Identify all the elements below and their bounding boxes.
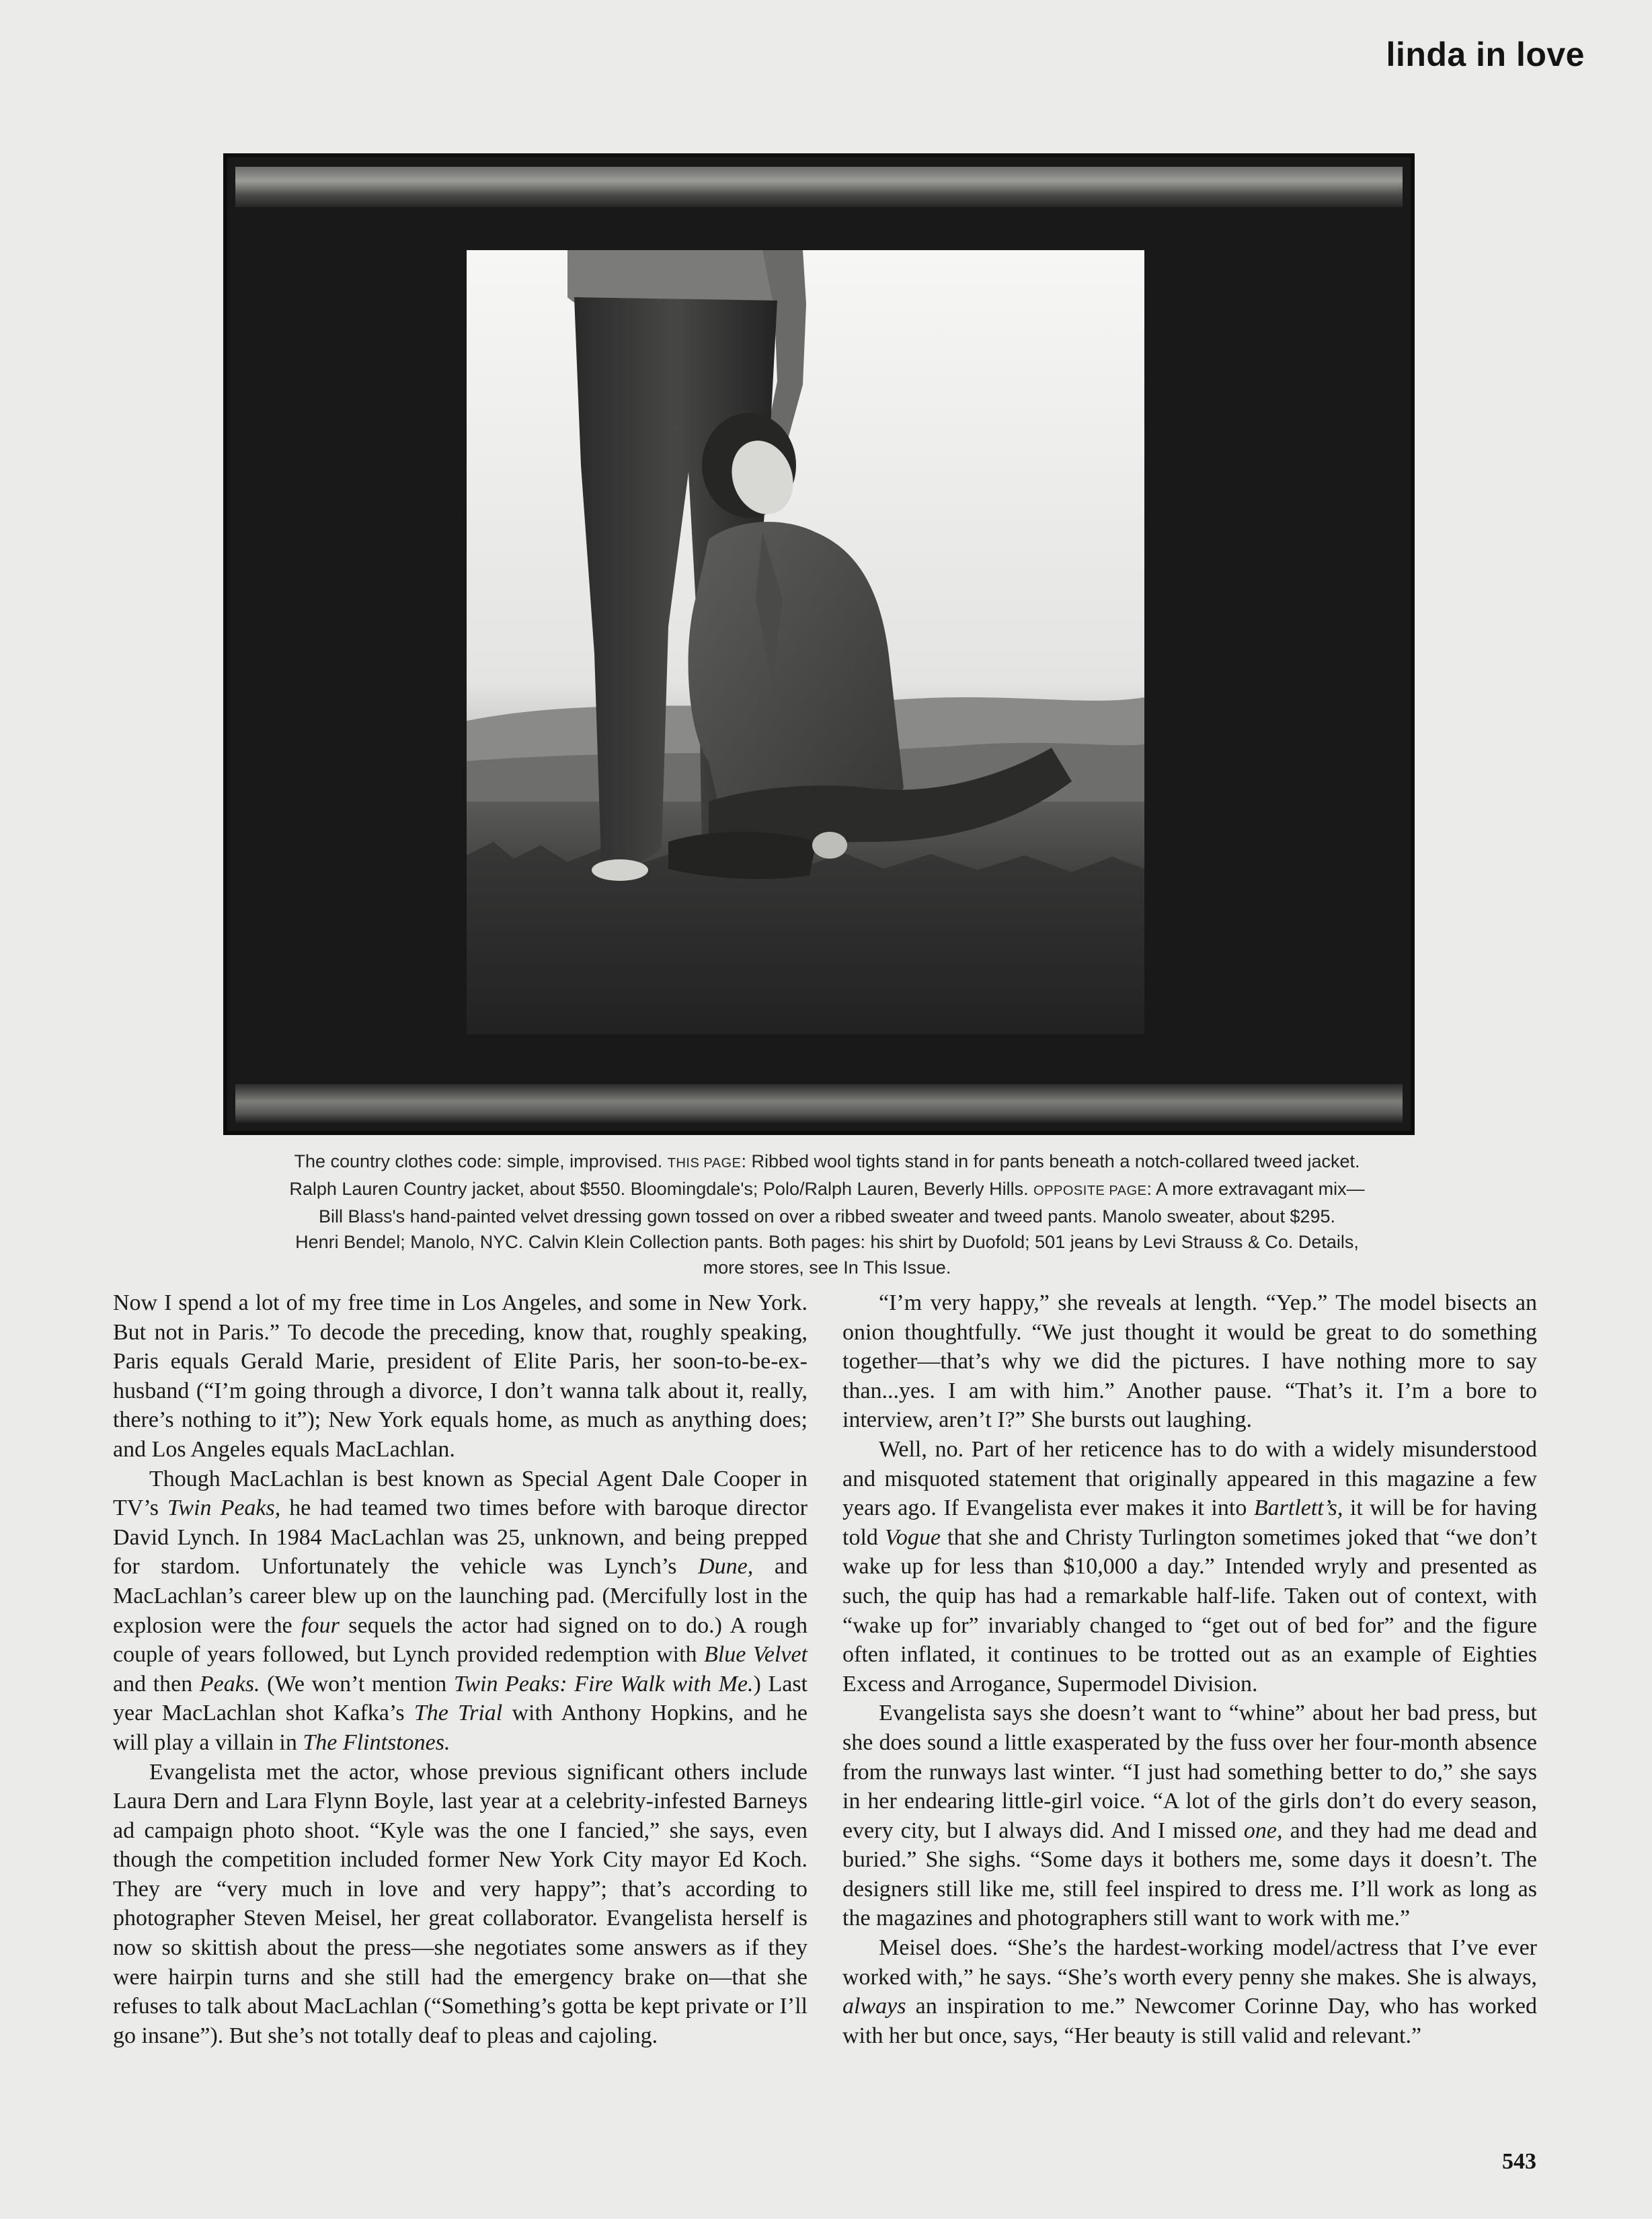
- photo-image: [467, 250, 1144, 1034]
- caption-text: Ralph Lauren Country jacket, about $550. Bloomingdale's; Polo/Ralph Lauren, Beverly Hills.: [289, 1179, 1034, 1199]
- italic-emphasis: always: [842, 1994, 906, 2019]
- caption-page-label: OPPOSITE PAGE: [1033, 1183, 1147, 1198]
- italic-title: The Flintstones.: [303, 1729, 450, 1755]
- italic-title: Blue Velvet: [704, 1642, 808, 1668]
- paragraph-text: ) Last year MacLachlan shot Kafka’s: [113, 1671, 808, 1726]
- paragraph-text: and they had me dead and buried.” She sighs. “Some days it bothers me, some days it doesn’t. The designers still like me, still feel inspired to dress me. I’ll work as long as the magazines and photographers still want to work with me.”: [842, 1818, 1538, 1931]
- paragraph-text: Evangelista says she doesn’t want to “whine” about her bad press, but she does sound a little exasperated by the fuss over her four-month absence from the runways last winter. “I just had something better to do,” she says in her endearing little-girl voice. “A lot of the girls don’t do every season, every city, but I always did. And I missed: [842, 1701, 1537, 1843]
- caption-text: more stores, see In This Issue.: [703, 1257, 951, 1278]
- article-paragraph: [842, 1699, 1537, 1933]
- caption-page-label: THIS PAGE: [667, 1156, 742, 1171]
- paragraph-text: sequels the actor had signed on to do.) A rough couple of years followed, but Lynch provided redemption with: [113, 1612, 808, 1668]
- article-paragraph: “I’m very happy,” she reveals at length. “Yep.” The model bisects an onion thoughtfully. “We just thought it would be great to do something together—that’s why we did the pictures. I have nothing more to say than...yes. I am with him.” Another pause. “That’s it. I’m a bore to interview, aren’t I?” She bursts out laughing.: [842, 1290, 1537, 1433]
- caption-text: : Ribbed wool tights stand in for pants beneath a notch-collared tweed jacket.: [741, 1151, 1360, 1171]
- film-edge-bottom: [235, 1084, 1403, 1123]
- section-title: linda in love: [1386, 36, 1585, 73]
- article-paragraph: Now I spend a lot of my free time in Los Angeles, and some in New York. But not in Paris.” To decode the preceding, know that, roughly speaking, Paris equals Gerald Marie, president of Elite Paris, her soon-to-be-ex-husband (“I’m going through a divorce, I don’t wanna talk about it, really, there’s nothing to it”); New York equals home, as much as anything does; and Los Angeles equals MacLachlan.: [113, 1290, 808, 1462]
- italic-title: Vogue: [884, 1524, 941, 1550]
- italic-title: Dune,: [698, 1554, 754, 1580]
- article-column-left: [113, 1288, 808, 2050]
- paragraph-text: an inspiration to me.” Newcomer Corinne Day, who has worked with her but once, says, “Her beauty is still valid and relevant.”: [842, 1994, 1537, 2048]
- article-paragraph: [113, 1465, 808, 1758]
- italic-emphasis: four: [301, 1612, 340, 1638]
- italic-title: Bartlett’s,: [1253, 1495, 1343, 1521]
- paragraph-text: Meisel does. “She’s the hardest-working model/actress that I’ve ever worked with,” he says. “She’s worth every penny she makes. She is always,: [842, 1935, 1537, 1990]
- article-paragraph: [842, 1435, 1537, 1699]
- paragraph-text: that she and Christy Turlington sometimes joked that “we don’t wake up for less than $10,000 a day.” Intended wryly and presented as such, the quip has had a remarkable half-life. Taken out of context, with “wake up for” invariably changed to “get out of bed for” and the figure often inflated, it continues to be trotted out as an example of Eighties Excess and Arrogance, Supermodel Division.: [842, 1524, 1537, 1697]
- caption-text: Henri Bendel; Manolo, NYC. Calvin Klein Collection pants. Both pages: his shirt by Duofold; 501 jeans by Levi Strauss & Co. Details,: [295, 1232, 1359, 1252]
- photo-caption: [188, 1149, 1466, 1280]
- caption-text: Bill Blass's hand-painted velvet dressing gown tossed on over a ribbed sweater and tweed pants. Manolo sweater, about $295.: [318, 1206, 1336, 1227]
- paragraph-text: Well, no. Part of her reticence has to do with a widely misunderstood and misquoted statement that originally appeared in this magazine a few years ago. If Evangelista ever makes it into: [842, 1436, 1537, 1521]
- article-paragraph: Evangelista met the actor, whose previous significant others include Laura Dern and Lara Flynn Boyle, last year at a celebrity-infested Barneys ad campaign photo shoot. “Kyle was the one I fancied,” she says, even though the competition included former New York City mayor Ed Koch. They are “very much in love and very happy”; that’s according to photographer Steven Meisel, her great collaborator. Evangelista herself is now so skittish about the press—she negotiates some answers as if they were hairpin turns and she still had the emergency brake on—that she refuses to talk about MacLachlan (“Something’s gotta be kept private or I’ll go insane”). But she’s not totally deaf to pleas and cajoling.: [113, 1759, 808, 2048]
- paragraph-text: (We won’t mention: [260, 1671, 454, 1697]
- fashion-photograph: [223, 153, 1415, 1135]
- caption-text: : A more extravagant mix—: [1146, 1179, 1365, 1199]
- italic-emphasis: one,: [1243, 1818, 1283, 1843]
- page-number: 543: [1502, 2149, 1536, 2174]
- paragraph-text: Though MacLachlan is best known as Special Agent Dale Cooper in TV’s: [113, 1466, 808, 1521]
- paragraph-text: and then: [113, 1671, 200, 1697]
- article-paragraph: [842, 1933, 1537, 2050]
- caption-text: The country clothes code: simple, improvised.: [294, 1151, 668, 1171]
- article-column-right: [842, 1288, 1537, 2050]
- italic-title: Twin Peaks,: [167, 1495, 281, 1521]
- italic-title: The Trial: [414, 1701, 503, 1726]
- italic-title: Twin Peaks: Fire Walk with Me.: [453, 1671, 754, 1697]
- paragraph-text: it will be for having told: [842, 1495, 1537, 1550]
- film-edge-top: [235, 167, 1403, 207]
- paragraph-text: and MacLachlan’s career blew up on the launching pad. (Mercifully lost in the explosion were the: [113, 1554, 808, 1638]
- italic-title: Peaks.: [199, 1671, 260, 1697]
- paragraph-text: he had teamed two times before with baroque director David Lynch. In 1984 MacLachlan was 25, unknown, and being prepped for stardom. Unfortunately the vehicle was Lynch’s: [113, 1495, 808, 1580]
- paragraph-text: with Anthony Hopkins, and he will play a villain in: [113, 1701, 808, 1755]
